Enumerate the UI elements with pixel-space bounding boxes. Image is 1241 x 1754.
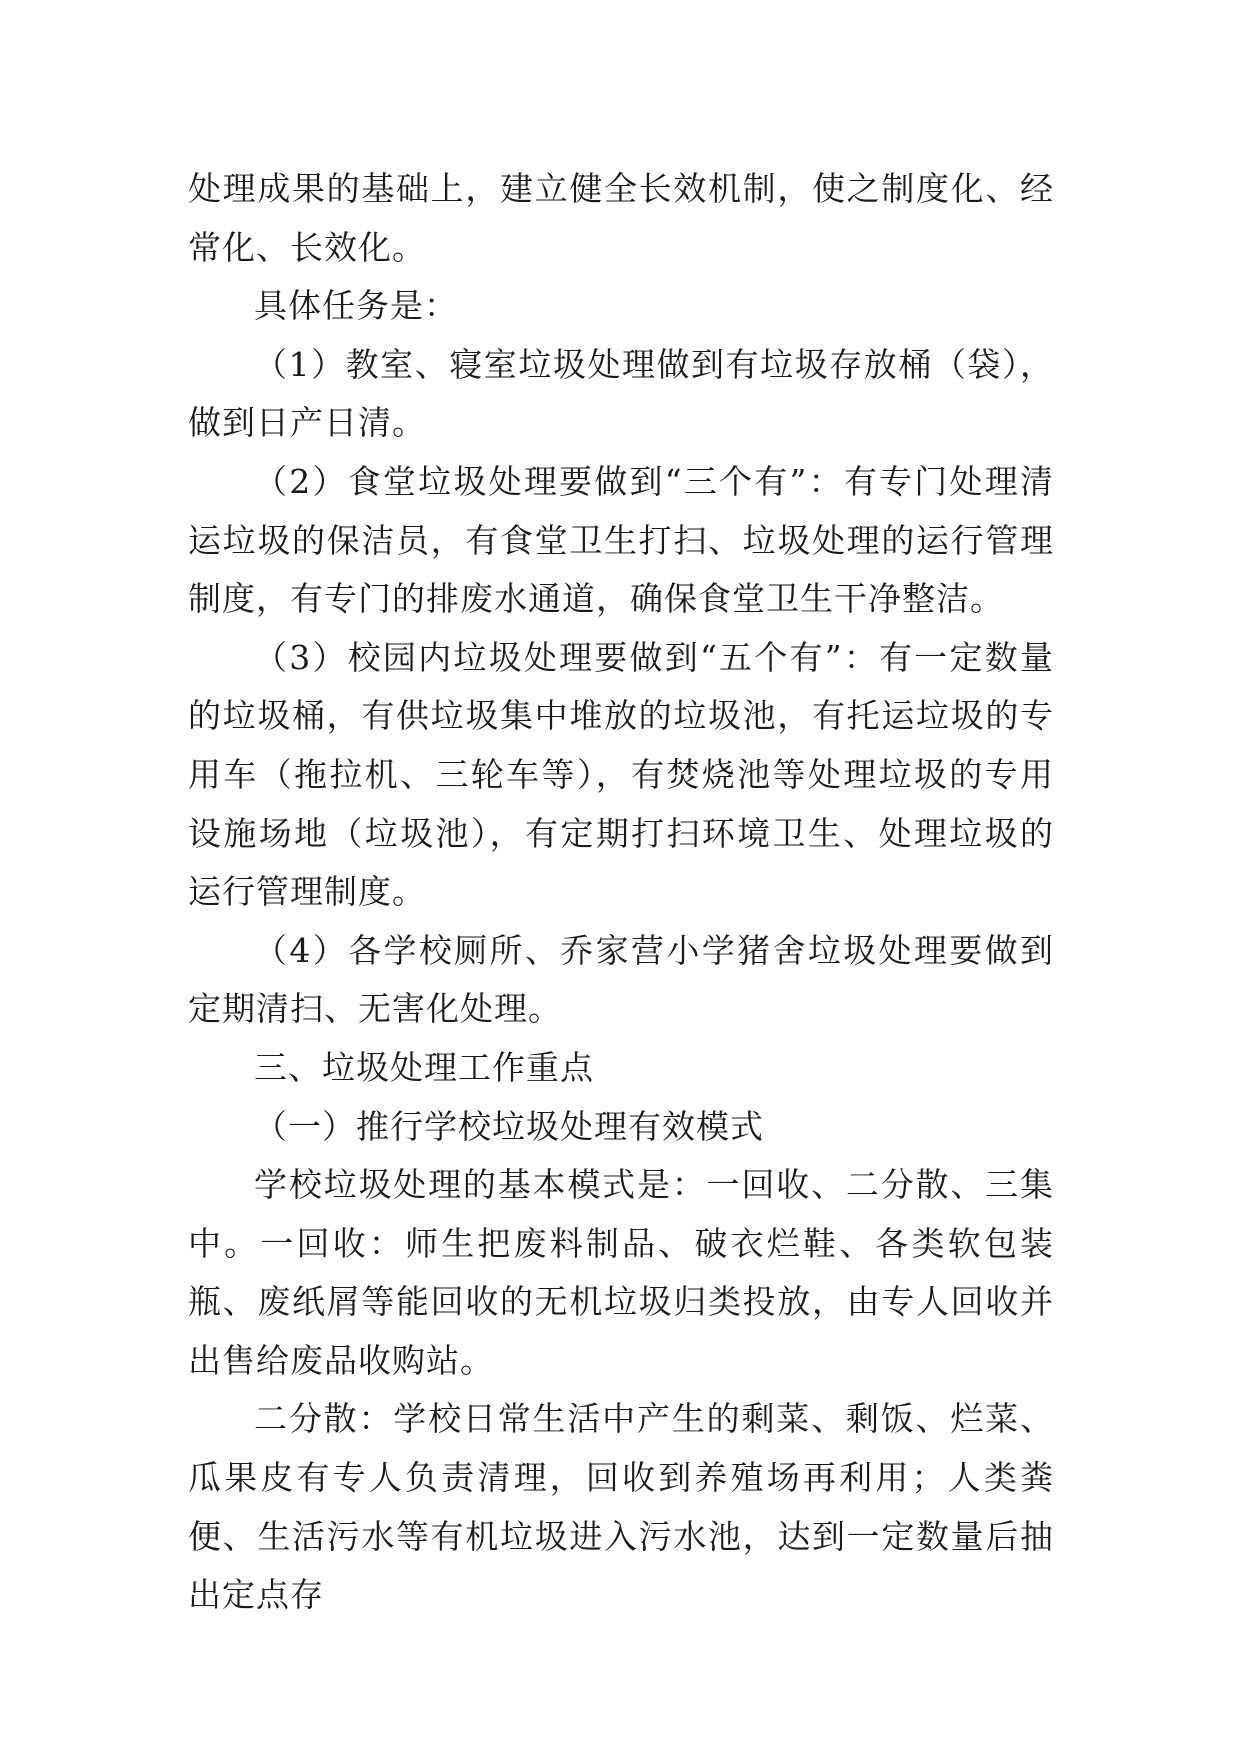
document-body — [188, 160, 1054, 1625]
subsection-heading: （一）推行学校垃圾处理有效模式 — [254, 1106, 764, 1146]
paragraph: 处理成果的基础上，建立健全长效机制，使之制度化、经常化、长效化。 — [188, 169, 1054, 267]
paragraph: （1）教室、寝室垃圾处理做到有垃圾存放桶（袋），做到日产日清。 — [188, 344, 1054, 443]
paragraph: 具体任务是： — [254, 286, 458, 326]
paragraph: （4）各学校厕所、乔家营小学猪舍垃圾处理要做到定期清扫、无害化处理。 — [188, 930, 1054, 1029]
paragraph: 二分散：学校日常生活中产生的剩菜、剩饭、烂菜、瓜果皮有专人负责清理，回收到养殖场再利用；人类粪便、生活污水等有机垃圾进入污水池，达到一定数量后抽出定点存 — [188, 1399, 1054, 1615]
section-heading: 三、垃圾处理工作重点 — [254, 1047, 594, 1087]
paragraph: （2）食堂垃圾处理要做到“三个有”：有专门处理清运垃圾的保洁员，有食堂卫生打扫、垃圾处理的运行管理制度，有专门的排废水通道，确保食堂卫生干净整洁。 — [188, 461, 1054, 619]
paragraph: 学校垃圾处理的基本模式是：一回收、二分散、三集中。一回收：师生把废料制品、破衣烂鞋、各类软包装瓶、废纸屑等能回收的无机垃圾归类投放，由专人回收并出售给废品收购站。 — [188, 1165, 1054, 1380]
paragraph: （3）校园内垃圾处理要做到“五个有”：有一定数量的垃圾桶，有供垃圾集中堆放的垃圾池，有托运垃圾的专用车（拖拉机、三轮车等），有焚烧池等处理垃圾的专用设施场地（垃圾池），有定期打扫环境卫生、处理垃圾的运行管理制度。 — [188, 637, 1054, 912]
